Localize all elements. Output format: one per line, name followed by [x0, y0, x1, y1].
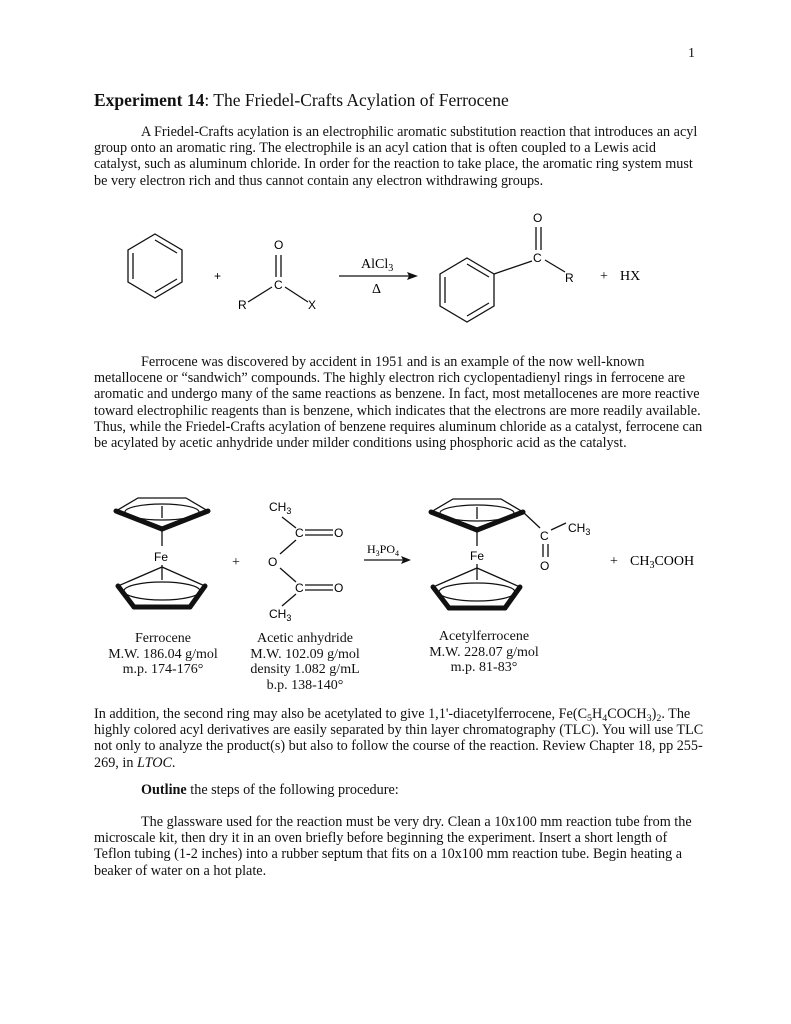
title-text: : The Friedel-Crafts Acylation of Ferrocene [204, 90, 509, 110]
molecular-weight: M.W. 186.04 g/mol [108, 646, 218, 662]
intro-paragraph: A Friedel-Crafts acylation is an electrophilic aromatic substitution reaction that introduces an acyl group onto an aromatic ring. The electrophile is an acyl cation that is often coupled to a Lewis acid catalyst, such as aluminum chloride. In order for the reaction to take place, the aromatic ring system must be very electron rich and thus cannot contain any electron withdrawing groups. [94, 124, 698, 189]
acetyl-methyl-label: $CH_3$ [568, 521, 591, 537]
acetyl-carbon-label: C [540, 529, 549, 543]
carbonyl-top-carbon: C [295, 526, 304, 540]
ferrocene-structure [116, 498, 208, 607]
page-title [94, 90, 509, 111]
product-oxygen-label: O [533, 211, 543, 225]
compound-name: Acetylferrocene [438, 629, 530, 644]
outline-paragraph: Outline the steps of the following procedure: [141, 782, 399, 798]
molecular-weight: M.W. 228.07 g/mol [429, 644, 539, 660]
iron-label: Fe [470, 549, 485, 563]
carbonyl-top-oxygen: O [334, 526, 344, 540]
title-experiment-number: Experiment 14 [94, 90, 205, 110]
page-number: 1 [688, 46, 695, 61]
byproduct-label: HX [620, 269, 641, 284]
reaction-arrow [364, 542, 411, 564]
benzene-structure [128, 234, 182, 298]
melting-point: m.p. 81-83° [450, 660, 518, 675]
compound-name: Acetic anhydride [256, 631, 353, 646]
carbonyl-bottom-oxygen: O [334, 581, 344, 595]
methyl-bottom-label: $CH_3$ [269, 607, 292, 623]
plus-sign: + [214, 269, 222, 283]
carbonyl-bottom-carbon: C [295, 581, 304, 595]
product-r-label: R [565, 271, 574, 285]
acyl-halide-structure [238, 238, 316, 312]
plus-sign: + [600, 269, 608, 284]
iron-label: Fe [154, 550, 169, 564]
aryl-ketone-structure [440, 211, 574, 322]
acyl-x-label: X [308, 298, 317, 312]
friedel-crafts-scheme [0, 205, 791, 345]
reference-title: LTOC [136, 754, 172, 771]
diacetyl-paragraph: In addition, the second ring may also be acetylated to give 1,1'-diacetylferrocene, $Fe(C_5H_4COCH_3)_2$. The highly colored acyl derivatives are easily separated by thin layer chromatography (TLC). You will use TLC not only to analyze the product(s) but also to follow the course of the reaction. Review Chapter 18, pp 255-269, in LTOC. [94, 706, 704, 771]
acyl-r-label: R [238, 298, 247, 312]
bridge-oxygen: O [268, 555, 278, 569]
procedure-paragraph: The glassware used for the reaction must be very dry. Clean a 10x100 mm reaction tube from the microscale kit, then dry it in an oven briefly before beginning the experiment. Insert a short length of Teflon tubing (1-2 inches) into a rubber septum that fits on a 10x100 mm reaction tube. Begin heating a beaker of water on a hot plate. [94, 814, 692, 879]
acetic-acid-label: $CH_3COOH$ [630, 554, 695, 571]
ferrocene-caption [108, 631, 218, 678]
catalyst-label: $H_3PO_4$ [367, 542, 400, 558]
acetylferrocene-caption [414, 629, 554, 676]
plus-sign: + [232, 555, 240, 570]
molecular-weight: M.W. 102.09 g/mol [250, 646, 360, 662]
acetic-anhydride-caption [240, 631, 370, 693]
product-carbon-label: C [533, 251, 542, 265]
reaction-arrow [339, 257, 418, 297]
acetylferrocene-structure [431, 499, 590, 608]
compound-name: Ferrocene [135, 631, 191, 646]
acyl-carbon-label: C [274, 278, 283, 292]
density: density 1.082 g/mL [250, 662, 360, 677]
methyl-top-label: $CH_3$ [269, 500, 292, 516]
heat-label: Δ [372, 282, 382, 297]
acetic-anhydride-structure [268, 500, 343, 623]
acetyl-oxygen-label: O [540, 559, 550, 573]
ferrocene-paragraph: Ferrocene was discovered by accident in 1951 and is an example of the now well-known metallocene or “sandwich” compounds. The highly electron rich cyclopentadienyl rings in ferrocene are aromatic and undergo many of the same reactions as benzene. In fact, most metallocenes are more reactive toward electrophilic reagents than is benzene, which indicates that the electrons are more readily available. Thus, while the Friedel-Crafts acylation of benzene requires aluminum chloride as a catalyst, ferrocene can be acylated by acetic anhydride under milder conditions using phosphoric acid as the catalyst. [94, 354, 703, 452]
reagent-label: AlCl$_3$ [361, 257, 394, 274]
acyl-oxygen-label: O [274, 238, 284, 252]
melting-point: m.p. 174-176° [122, 662, 204, 677]
outline-heading: Outline [141, 782, 187, 798]
plus-sign: + [610, 554, 618, 569]
ferrocene-acetylation-scheme [0, 490, 791, 630]
boiling-point: b.p. 138-140° [266, 677, 344, 693]
